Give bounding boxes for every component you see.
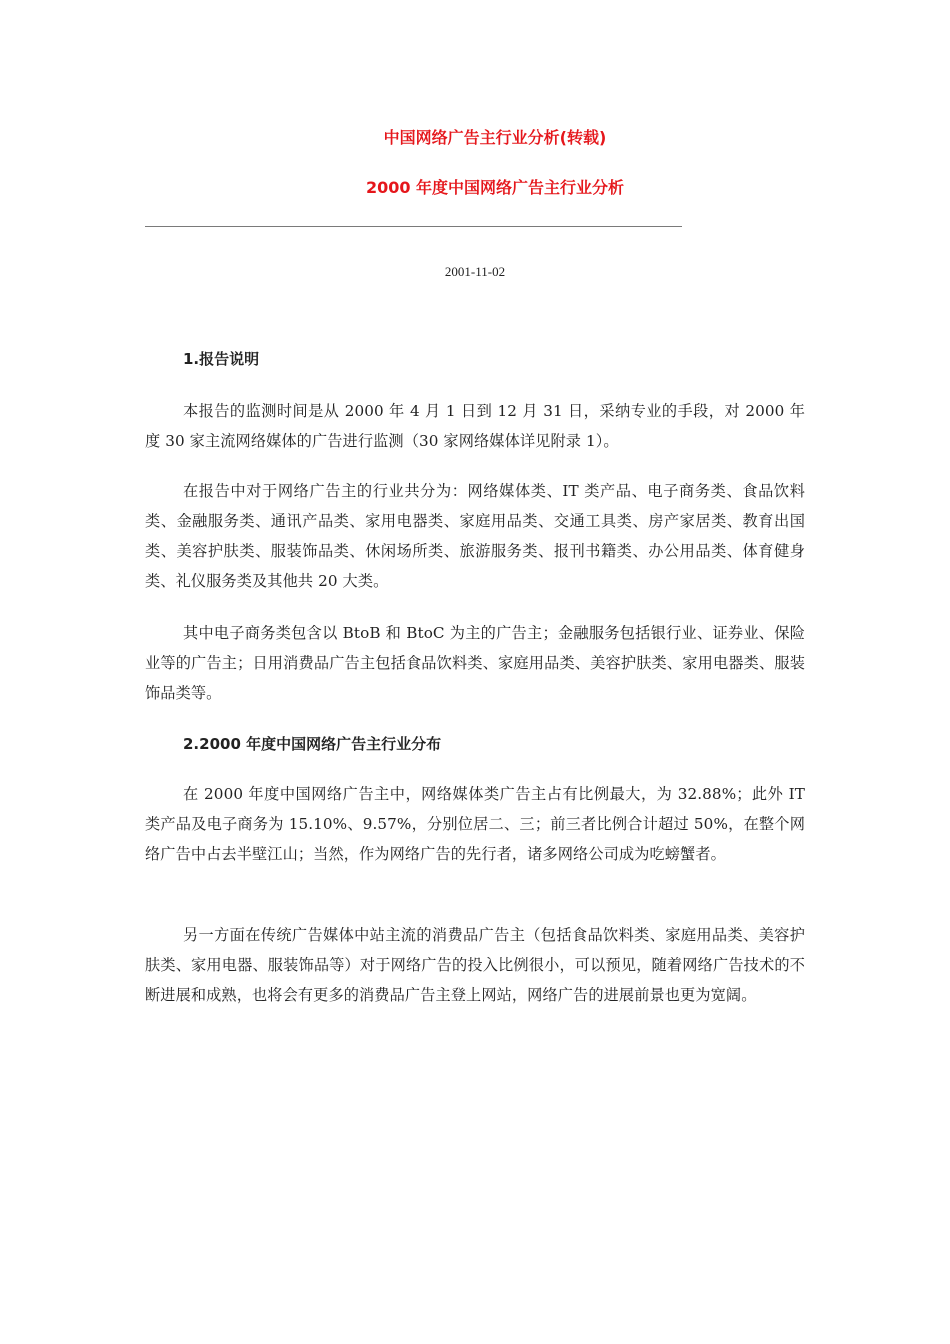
document-title: 中国网络广告主行业分析(转载) bbox=[383, 128, 607, 147]
publish-date: 2001-11-02 bbox=[444, 264, 506, 279]
section-heading-report-description: 1.报告说明 bbox=[183, 350, 260, 368]
paragraph: 本报告的监测时间是从 2000 年 4 月 1 日到 12 月 31 日，采纳专业的手段，对 2000 年度 30 家主流网络媒体的广告进行监测（30 家网络媒体详见附录 1）。 bbox=[145, 402, 805, 450]
section-heading-industry-distribution: 2.2000 年度中国网络广告主行业分布 bbox=[183, 735, 442, 753]
paragraph: 在报告中对于网络广告主的行业共分为：网络媒体类、IT 类产品、电子商务类、食品饮料类、金融服务类、通讯产品类、家用电器类、家庭用品类、交通工具类、房产家居类、教育出国类、美容护肤类、服装饰品类、休闲场所类、旅游服务类、报刊书籍类、办公用品类、体育健身类、礼仪服务类及其他共 20 大类。 bbox=[145, 482, 805, 590]
paragraph: 其中电子商务类包含以 BtoB 和 BtoC 为主的广告主；金融服务包括银行业、证券业、保险业等的广告主；日用消费品广告主包括食品饮料类、家庭用品类、美容护肤类、家用电器类、服装饰品类等。 bbox=[145, 624, 805, 702]
paragraph: 在 2000 年度中国网络广告主中，网络媒体类广告主占有比例最大，为 32.88%；此外 IT 类产品及电子商务为 15.10%、9.57%，分别位居二、三；前三者比例合计超过 50%，在整个网络广告中占去半壁江山；当然，作为网络广告的先行者，诸多网络公司成为吃螃蟹者。 bbox=[145, 785, 805, 863]
paragraph: 另一方面在传统广告媒体中站主流的消费品广告主（包括食品饮料类、家庭用品类、美容护肤类、家用电器、服装饰品等）对于网络广告的投入比例很小，可以预见，随着网络广告技术的不断进展和成熟，也将会有更多的消费品广告主登上网站，网络广告的进展前景也更为宽阔。 bbox=[145, 926, 805, 1004]
horizontal-rule bbox=[145, 226, 682, 227]
document-subtitle: 2000 年度中国网络广告主行业分析 bbox=[365, 178, 625, 197]
